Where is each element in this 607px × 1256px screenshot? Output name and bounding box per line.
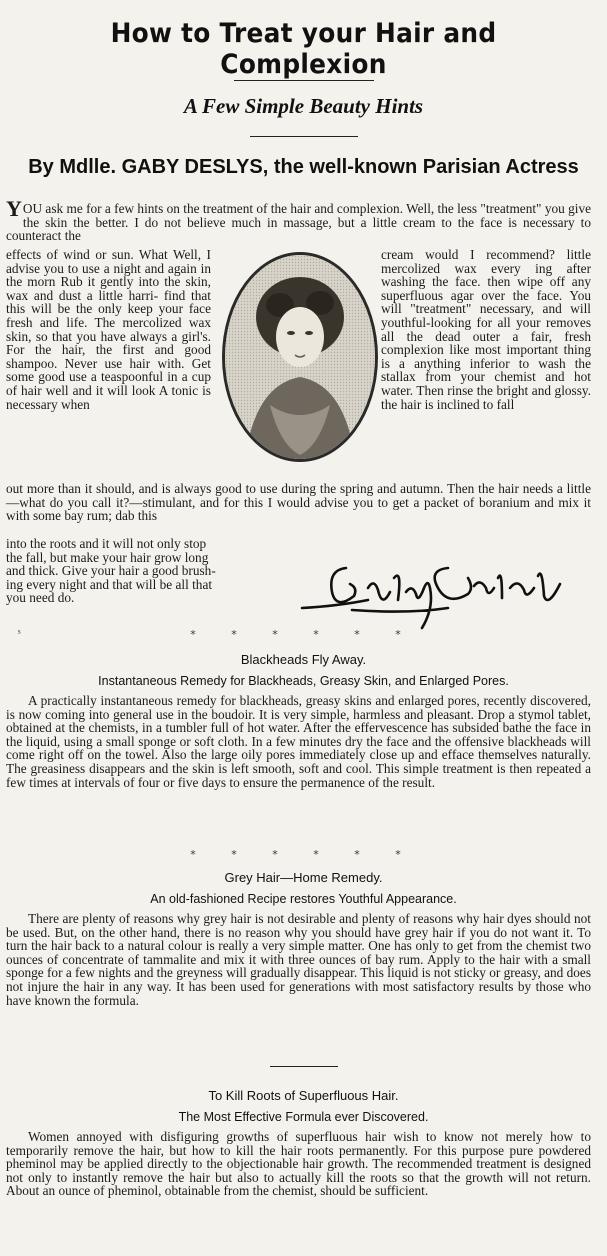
divider-stars: * * * * * * [190, 848, 417, 861]
intro-paragraph [6, 196, 591, 244]
closing-line: into the roots and it will not only stop [6, 536, 207, 551]
closing-line: the fall, but make your hair grow long [6, 549, 209, 565]
drop-cap: Y [6, 196, 22, 221]
subheadline: A Few Simple Beauty Hints [183, 94, 424, 118]
section-subtitle: An old-fashioned Recipe restores Youthful Appearance. [150, 892, 457, 906]
section-rule [270, 1066, 338, 1067]
section-subtitle: Instantaneous Remedy for Blackheads, Greasy Skin, and Enlarged Pores. [98, 674, 509, 688]
portrait-illustration [225, 255, 375, 459]
section-title: Blackheads Fly Away. [240, 652, 367, 667]
closing-line: you need do. [6, 590, 75, 606]
closing-lines [6, 537, 296, 605]
subheadline-rule [250, 136, 358, 137]
byline: By Mdlle. GABY DESLYS, the well-known Parisian Actress [28, 156, 579, 178]
section-title: Grey Hair—Home Remedy. [224, 870, 383, 885]
section-body: A practically instantaneous remedy for blackheads, greasy skins and enlarged pores, recently discovered, is now coming into general use in the boudoir. It is very simple, harmless and pleasant. Drop a stymol tablet, obtained at the chemists, in a tumbler full of hot water. After the effervescence has subsided bathe the face in the liquid, using a small sponge or soft cloth. In a few minutes dry the face and the offensive blackheads will come right off on the towel. Also the large oily pores immediately close up and efface themselves naturally. The greasiness disappears and the skin is left smooth, soft and cool. This simple treatment is then repeated a few times at intervals of four or five days to ensure the permanence of the result. [6, 693, 591, 790]
divider-stars: * * * * * * [190, 628, 417, 641]
right-column-text: cream would I recommend? little mercolized wax every ing after washing the face. then wipe off any superfluous agar over the face. You will "treatment" necessary, and will youthful-looking for all your removes all the dead outer a fair, fresh complexion like most important thing is a anything inferior to wash the stallax from your chemist and hot water. Then rinse the bright and glossy. the hair is inclined to fall [381, 247, 591, 412]
signature-image [298, 548, 598, 638]
section-title: To Kill Roots of Superfluous Hair. [208, 1088, 399, 1103]
print-mark: ˢ [18, 626, 21, 640]
section-subtitle: The Most Effective Formula ever Discovered. [178, 1110, 429, 1124]
headline: How to Treat your Hair and Complexion [110, 18, 497, 80]
closing-line: ing every night and that will be all that [6, 576, 213, 592]
section-body: There are plenty of reasons why grey hair is not desirable and plenty of reasons why hair dyes should not be used. But, on the other hand, there is no reason why you should have grey hair if you do not want it. To turn the hair back to a natural colour is really a very simple matter. One has only to get from the chemist two ounces of concentrate of tammalite and mix it with three ounces of bay rum. Apply to the hair with a small sponge for a few nights and the greyness will gradually disappear. This liquid is not sticky or greasy, and does not injure the hair in any way. It has been used for generations with most satisfactory results by those who have known the formula. [6, 911, 591, 1008]
closing-line: and thick. Give your hair a good brush- [6, 563, 216, 579]
left-column-text: effects of wind or sun. What Well, I advise you to use a night and again in the morn Rub it gently into the skin, wax and dust a little harri- find that this will be the only keep your face fresh and life. The mercolized wax skin, so that you have always a girl's. For the hair, the first and good shampoo. Never use hair with. Get some good use a teaspoonful in a cup of hair well and it will look A tonic is necessary when [6, 247, 211, 412]
section-body: Women annoyed with disfiguring growths of superfluous hair wish to know not merely how to temporarily remove the hair, but how to kill the hair roots permanently. For this purpose pure powdered pheminol may be applied directly to the objectionable hair growth. The recommended treatment is designed not only to instantly remove the hair but also to actually kill the roots so that the growth will not return. About an ounce of pheminol, obtainable from the chemist, should be sufficient. [6, 1129, 591, 1199]
intro-text: OU ask me for a few hints on the treatment of the hair and complexion. Well, the less "treatment" you give the skin the better. I do not believe much in massage, but a little cream to the face is necessary to counteract the [6, 201, 591, 244]
headline-rule [234, 80, 374, 81]
portrait-image [222, 252, 378, 462]
continuation-text: out more than it should, and is always good to use during the spring and autumn. Then the hair needs a little—what do you call it?—stimulant, and for this I would advise you to get a packet of boranium and mix it with some bay rum; dab this [6, 481, 591, 524]
